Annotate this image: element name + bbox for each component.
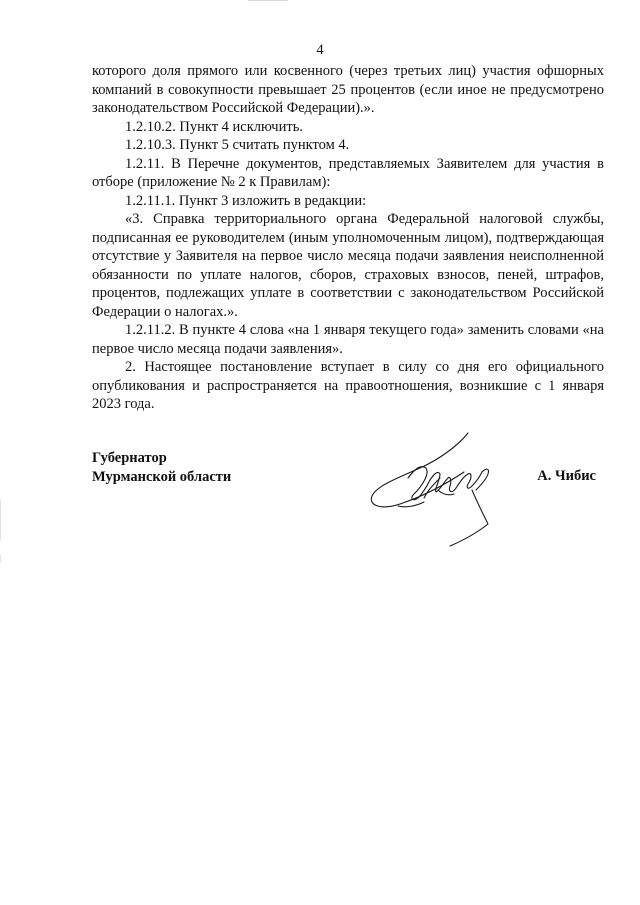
scan-artifact-left [0,500,1,540]
paragraph-1-2-11-1: 1.2.11.1. Пункт 3 изложить в редакции: [125,192,367,209]
paragraph-1-2-11-2: 1.2.11.2. В пункте 4 слова «на 1 января текущего года» заменить словами «на первое число месяца подачи заявления». [92,322,604,357]
signatory-title-line1: Губернатор [92,450,167,466]
paragraph-continuation: которого доля прямого или косвенного (через третьих лиц) участия офшорных компаний в совокупности превышает 25 процентов (если иное не предусмотрено законодательством Российской Федерации).». [92,63,604,116]
signature-block [92,449,604,559]
page-number: 4 [316,42,324,58]
paragraph-1-2-11: 1.2.11. В Перечне документов, представляемых Заявителем для участия в отборе (приложение № 2 к Правилам): [92,155,604,190]
paragraph-2-effective-date: 2. Настоящее постановление вступает в силу со дня его официального опубликования и распространяется на правоотношения, возникшие с 1 января 2023 года. [92,359,604,412]
paragraph-quoted-item-3: «3. Справка территориального органа Федеральной налоговой службы, подписанная ее руководителем (иным уполномоченным лицом), подтверждающая отсутствие у Заявителя на первое число месяца подачи заявления неисполненной обязанности по уплате налогов, сборов, страховых взносов, пеней, штрафов, процентов, подлежащих уплате в соответствии с законодательством Российской Федерации о налогах.». [92,211,604,320]
scan-artifact-top [248,0,288,1]
signatory-title-line2: Мурманской области [92,468,232,485]
paragraph-1-2-10-2: 1.2.10.2. Пункт 4 исключить. [125,118,303,135]
scan-artifact-left-small [0,555,1,563]
paragraph-1-2-10-3: 1.2.10.3. Пункт 5 считать пунктом 4. [125,137,350,153]
signatory-name: А. Чибис [537,468,596,484]
handwritten-signature-icon [368,428,518,548]
document-body [92,62,604,414]
signatory-title [92,449,231,486]
